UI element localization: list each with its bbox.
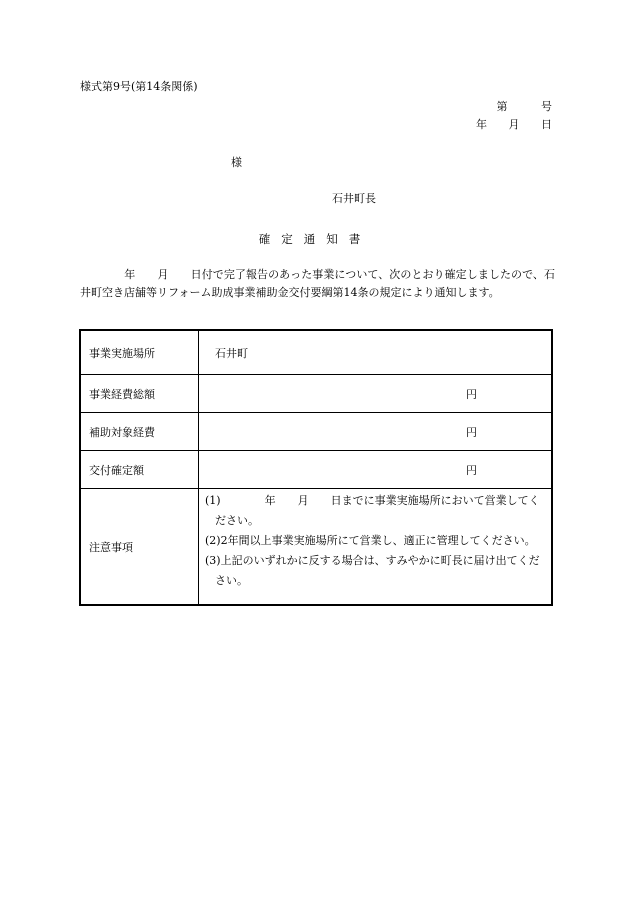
notes-label: 注意事項 [80, 489, 199, 606]
document-title: 確定通知書 [258, 232, 372, 246]
form-label: 様式第9号(第14条関係) [80, 80, 198, 93]
notes-cell [199, 489, 553, 606]
row-label: 事業経費総額 [80, 375, 199, 413]
addressee: 様 [231, 156, 242, 169]
row-value: 円 [199, 413, 553, 451]
row-label: 事業実施場所 [80, 330, 199, 375]
table-row [80, 413, 552, 451]
sender: 石井町長 [332, 192, 376, 205]
info-table [79, 329, 553, 606]
row-value: 円 [199, 451, 553, 489]
row-label: 補助対象経費 [80, 413, 199, 451]
note-item: (2)2年間以上事業実施場所にて営業し、適正に管理してください。 [205, 534, 536, 547]
document-number: 第 号 [496, 100, 552, 113]
row-value: 石井町 [199, 330, 553, 375]
table-row [80, 451, 552, 489]
table-row [80, 375, 552, 413]
table-row [80, 489, 552, 606]
issue-date: 年 月 日 [476, 118, 552, 131]
note-item: (1) 年 月 日までに事業実施場所において営業してください。 [205, 494, 540, 527]
note-item: (3)上記のいずれかに反する場合は、すみやかに町長に届け出てください。 [205, 554, 540, 587]
row-label: 交付確定額 [80, 451, 199, 489]
table-row [80, 330, 552, 375]
row-value: 円 [199, 375, 553, 413]
body-text: 年 月 日付で完了報告のあった事業について、次のとおり確定しましたので、石井町空き店舗等リフォーム助成事業補助金交付要綱第14条の規定により通知します。 [80, 268, 555, 299]
